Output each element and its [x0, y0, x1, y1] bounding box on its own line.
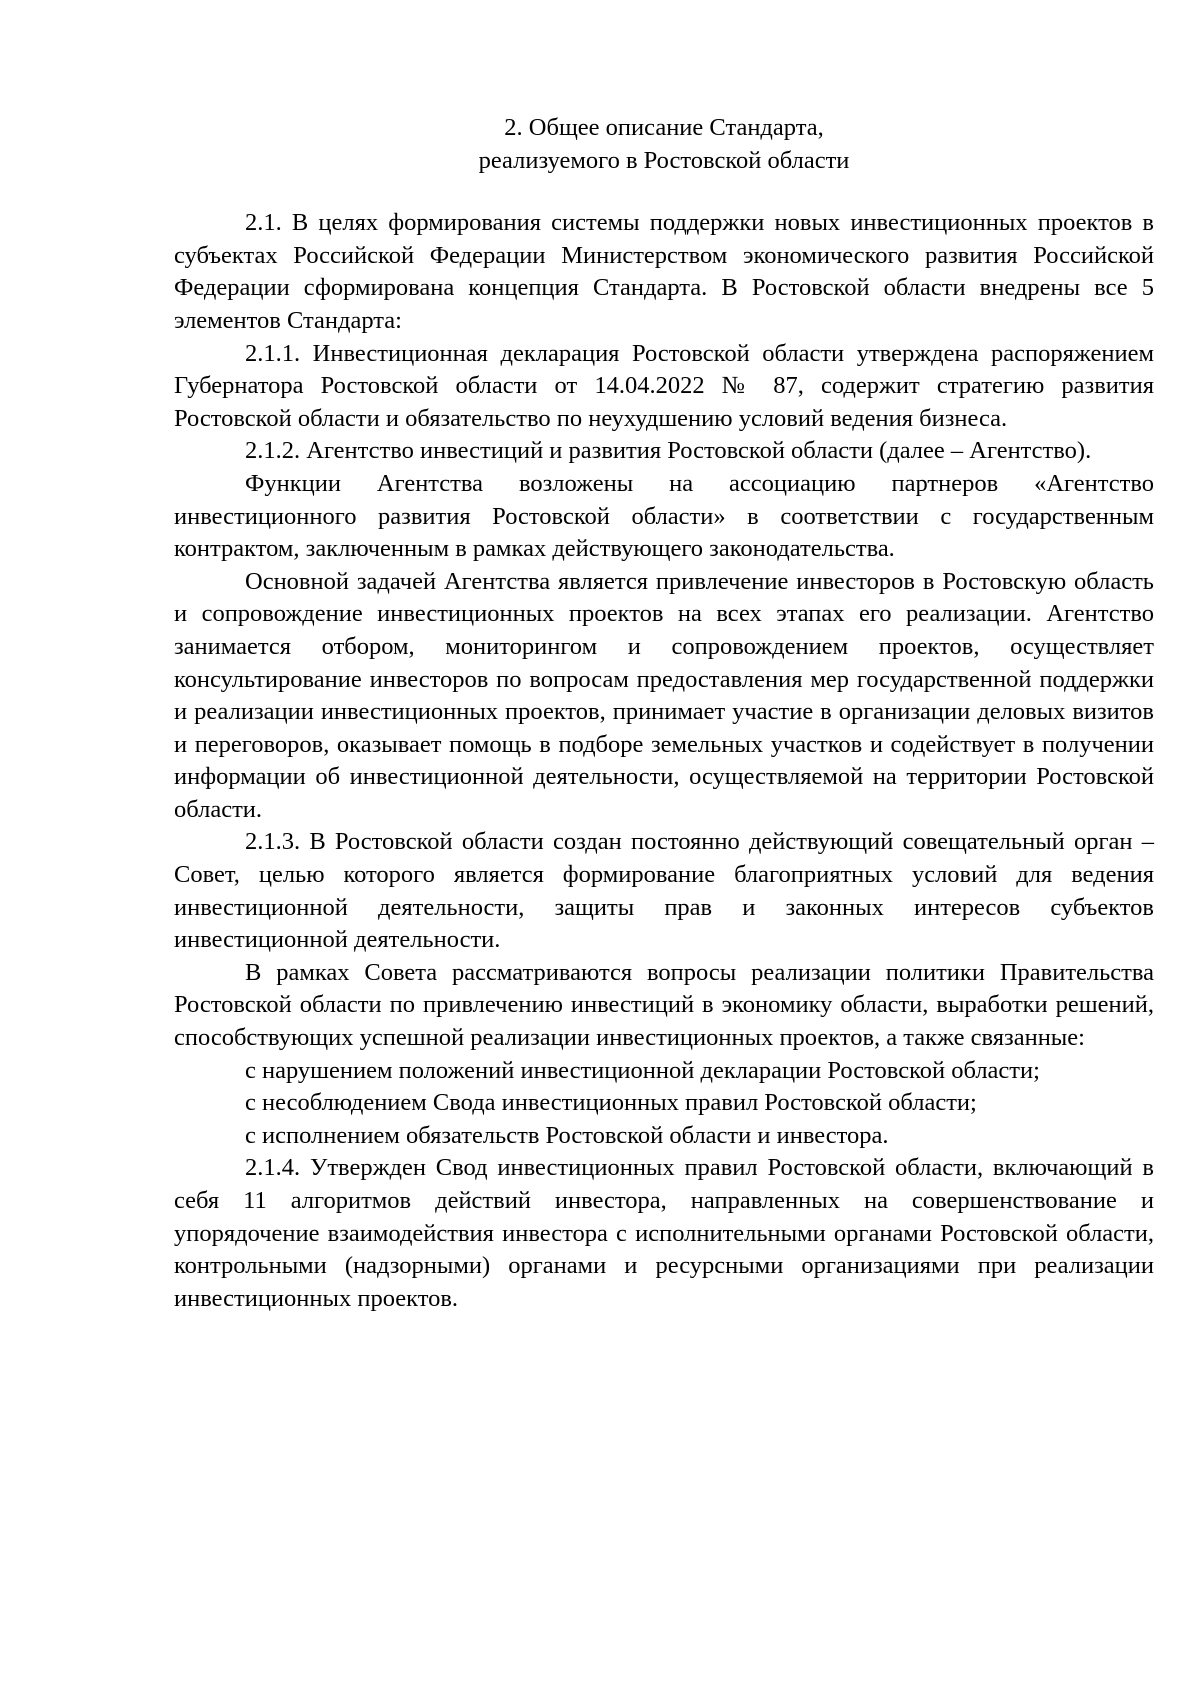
paragraph-2-1: 2.1. В целях формирования системы поддержки новых инвестиционных проектов в субъектах Российской Федерации Министерством экономического развития Российской Федерации сформирована концепция Стандарта. В Ростовской области внедрены все 5 элементов Стандарта: [174, 209, 1154, 334]
paragraph-2-1-4: 2.1.4. Утвержден Свод инвестиционных правил Ростовской области, включающий в себя 11 алгоритмов действий инвестора, направленных на совершенствование и упорядочение взаимодействия инвестора с исполнительными органами Ростовской области, контрольными (надзорными) органами и ресурсными организациями при реализации инвестиционных проектов. [174, 1154, 1154, 1312]
section-heading [174, 112, 1154, 177]
section-heading-line-1: 2. Общее описание Стандарта, [504, 114, 824, 141]
section-heading-line-2: реализуемого в Ростовской области [478, 146, 850, 174]
paragraph-agency-main-task: Основной задачей Агентства является привлечение инвесторов в Ростовскую область и сопровождение инвестиционных проектов на всех этапах его реализации. Агентство занимается отбором, мониторингом и сопровождением проектов, осуществляет консультирование инвесторов по вопросам предоставления мер государственной поддержки и реализации инвестиционных проектов, принимает участие в организации деловых визитов и переговоров, оказывает помощь в подборе земельных участков и содействует в получении информации об инвестиционной деятельности, осуществляемой на территории Ростовской области. [174, 567, 1154, 823]
list-item-rules-noncompliance: с несоблюдением Свода инвестиционных правил Ростовской области; [245, 1089, 977, 1117]
paragraph-agency-functions: Функции Агентства возложены на ассоциацию партнеров «Агентство инвестиционного развития Ростовской области» в соответствии с государственным контрактом, заключенным в рамках действующего законодательства. [174, 469, 1154, 563]
list-item-declaration-violation: с нарушением положений инвестиционной декларации Ростовской области; [245, 1056, 1040, 1084]
paragraph-2-1-2: 2.1.2. Агентство инвестиций и развития Ростовской области (далее – Агентство). [245, 437, 1092, 465]
list-item-obligations: с исполнением обязательств Ростовской области и инвестора. [245, 1121, 889, 1149]
paragraph-2-1-1: 2.1.1. Инвестиционная декларация Ростовской области утверждена распоряжением Губернатора Ростовской области от 14.04.2022 № 87, содержит стратегию развития Ростовской области и обязательство по неухудшению условий ведения бизнеса. [174, 339, 1154, 432]
paragraph-2-1-3: 2.1.3. В Ростовской области создан постоянно действующий совещательный орган – Совет, целью которого является формирование благоприятных условий для ведения инвестиционной деятельности, защиты прав и законных интересов субъектов инвестиционной деятельности. [174, 828, 1154, 954]
paragraph-council-issues: В рамках Совета рассматриваются вопросы реализации политики Правительства Ростовской области по привлечению инвестиций в экономику области, выработки решений, способствующих успешной реализации инвестиционных проектов, а также связанные: [174, 958, 1154, 1052]
document-page [174, 112, 1154, 1315]
